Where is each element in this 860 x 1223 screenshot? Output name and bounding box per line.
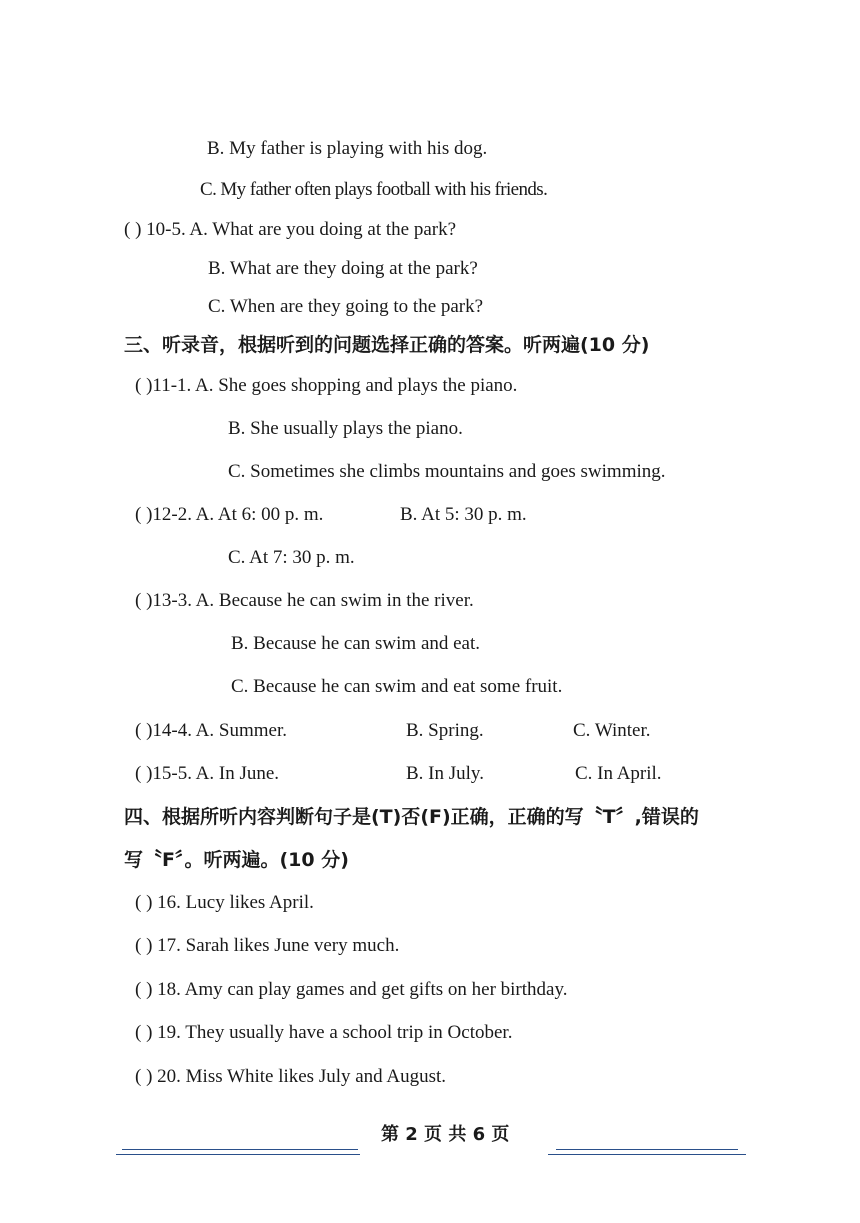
q12-option-b: B. At 5: 30 p. m. [400, 504, 527, 525]
q12-option-c: C. At 7: 30 p. m. [228, 547, 355, 568]
q12-option-a: ( )12-2. A. At 6: 00 p. m. [135, 504, 324, 525]
q19-statement: ( ) 19. They usually have a school trip in October. [135, 1022, 513, 1043]
q10-option-c: C. When are they going to the park? [208, 296, 484, 317]
q17-statement: ( ) 17. Sarah likes June very much. [135, 935, 400, 956]
q10-option-a: ( ) 10-5. A. What are you doing at the park? [124, 219, 457, 240]
q13-option-a: ( )13-3. A. Because he can swim in the river. [135, 590, 474, 611]
q16-statement: ( ) 16. Lucy likes April. [135, 892, 314, 913]
q11-option-a: ( )11-1. A. She goes shopping and plays the piano. [135, 375, 518, 396]
page-number: 第 2 页 共 6 页 [381, 1124, 510, 1145]
footer-left-rule-bottom [116, 1154, 360, 1155]
q20-statement: ( ) 20. Miss White likes July and August. [135, 1066, 447, 1087]
q14-option-c: C. Winter. [573, 720, 651, 741]
section-4-heading-line1: 四、根据所听内容判断句子是(T)否(F)正确，正确的写〝T〞,错误的 [124, 806, 699, 828]
q11-option-c: C. Sometimes she climbs mountains and goes swimming. [228, 461, 666, 482]
q18-statement: ( ) 18. Amy can play games and get gifts on her birthday. [135, 979, 568, 1000]
section-3-heading: 三、听录音，根据听到的问题选择正确的答案。听两遍(10 分) [124, 334, 650, 356]
q15-option-b: B. In July. [406, 763, 484, 784]
q9-option-b: B. My father is playing with his dog. [207, 138, 488, 159]
q13-option-b: B. Because he can swim and eat. [231, 633, 481, 654]
q11-option-b: B. She usually plays the piano. [228, 418, 463, 439]
q14-option-a: ( )14-4. A. Summer. [135, 720, 287, 741]
footer-left-rule-top [122, 1149, 358, 1150]
q10-option-b: B. What are they doing at the park? [208, 258, 478, 279]
q9-option-c: C. My father often plays football with his friends. [200, 179, 548, 200]
footer-right-rule-bottom [548, 1154, 746, 1155]
q15-option-c: C. In April. [575, 763, 662, 784]
q13-option-c: C. Because he can swim and eat some fruit. [231, 676, 563, 697]
footer-right-rule-top [556, 1149, 738, 1150]
q15-option-a: ( )15-5. A. In June. [135, 763, 280, 784]
q14-option-b: B. Spring. [406, 720, 484, 741]
section-4-heading-line2: 写〝F〞。听两遍。(10 分) [124, 849, 349, 871]
